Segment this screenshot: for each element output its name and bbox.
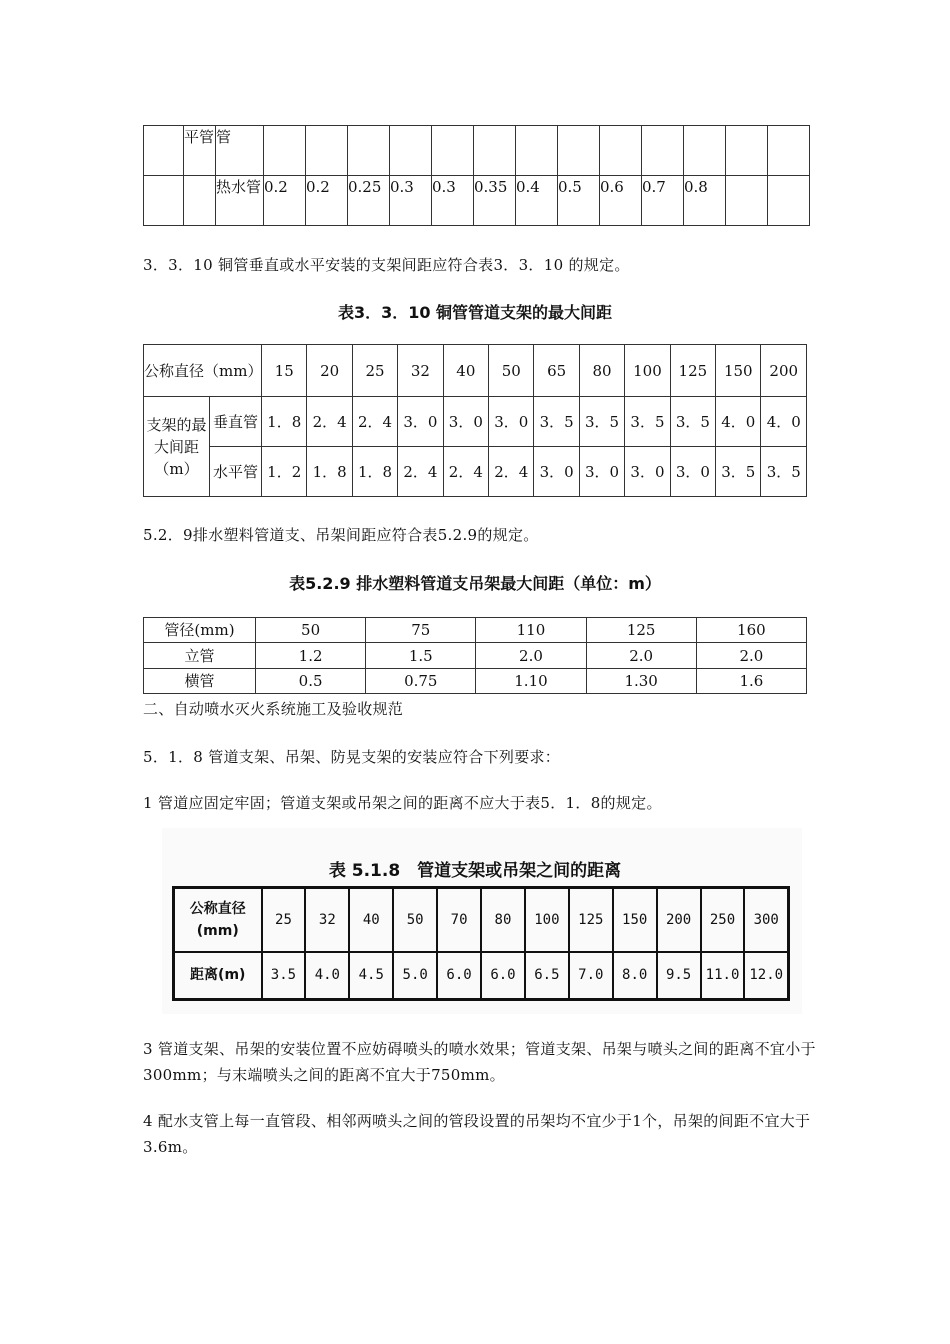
value-cell: 2．4	[489, 447, 534, 497]
header-cell: 110	[476, 618, 586, 643]
size-cell: 25	[262, 888, 306, 952]
value-cell: 2．4	[443, 447, 488, 497]
size-cell: 150	[716, 345, 761, 397]
size-cell: 25	[352, 345, 397, 397]
value-cell: 3．5	[625, 397, 670, 447]
value-cell: 3．5	[761, 447, 807, 497]
size-cell: 70	[437, 888, 481, 952]
cell: 0.3	[390, 176, 432, 226]
value-cell: 0.5	[256, 669, 366, 694]
size-cell: 125	[670, 345, 715, 397]
size-cell: 300	[744, 888, 788, 952]
value-cell: 3．0	[534, 447, 579, 497]
value-cell: 8.0	[613, 952, 657, 1000]
value-cell: 1.6	[696, 669, 806, 694]
value-cell: 1．8	[352, 447, 397, 497]
cell: 0.5	[558, 176, 600, 226]
value-cell: 6.5	[525, 952, 569, 1000]
value-cell: 2．4	[398, 447, 443, 497]
value-cell: 4.0	[305, 952, 349, 1000]
size-cell: 250	[701, 888, 745, 952]
value-cell: 2.0	[476, 643, 586, 669]
sprinkler-pipe-table	[172, 886, 790, 1001]
value-cell: 2.0	[586, 643, 696, 669]
header-cell: 160	[696, 618, 806, 643]
value-cell: 1.2	[256, 643, 366, 669]
caption-table-3-3-10: 表3．3．10 铜管管道支架的最大间距	[337, 303, 613, 322]
size-cell: 100	[525, 888, 569, 952]
size-cell: 40	[349, 888, 393, 952]
size-cell: 32	[305, 888, 349, 952]
value-cell: 1．8	[307, 447, 352, 497]
size-cell: 100	[625, 345, 670, 397]
size-cell: 50	[489, 345, 534, 397]
size-cell: 50	[393, 888, 437, 952]
section-heading-sprinkler: 二、自动喷水灭火系统施工及验收规范	[143, 700, 404, 718]
cell: 0.25	[348, 176, 390, 226]
cell: 0.6	[600, 176, 642, 226]
value-cell: 6.0	[437, 952, 481, 1000]
row-label: 立管	[144, 643, 256, 669]
size-cell: 80	[579, 345, 624, 397]
cell	[144, 126, 184, 176]
cell: 0.4	[516, 176, 558, 226]
value-cell: 12.0	[744, 952, 788, 1000]
value-cell: 1.5	[366, 643, 476, 669]
size-cell: 20	[307, 345, 352, 397]
row-label-horizontal: 水平管	[210, 447, 262, 497]
row-label-vertical: 垂直管	[210, 397, 262, 447]
value-cell: 3．0	[579, 447, 624, 497]
value-cell: 0.75	[366, 669, 476, 694]
cell: 管	[216, 126, 264, 176]
value-cell: 9.5	[657, 952, 701, 1000]
paragraph-5-2-9: 5.2．9排水塑料管道支、吊架间距应符合表5.2.9的规定。	[143, 526, 539, 544]
value-cell: 4．0	[761, 397, 807, 447]
cell: 0.7	[642, 176, 684, 226]
value-cell: 1．8	[262, 397, 307, 447]
plastic-pipe-table	[143, 617, 807, 694]
paragraph-item-3: 3 管道支架、吊架的安装位置不应妨碍喷头的喷水效果；管道支架、吊架与喷头之间的距离不宜小于300mm；与末端喷头之间的距离不宜大于750mm。	[143, 1040, 816, 1084]
size-cell: 125	[569, 888, 613, 952]
paragraph-item-1: 1 管道应固定牢固；管道支架或吊架之间的距离不应大于表5．1．8的规定。	[143, 794, 662, 812]
value-cell: 3．0	[443, 397, 488, 447]
value-cell: 3．0	[625, 447, 670, 497]
value-cell: 3．0	[398, 397, 443, 447]
value-cell: 2．4	[307, 397, 352, 447]
group-label: 支架的最大间距（m）	[144, 397, 210, 497]
size-cell: 65	[534, 345, 579, 397]
value-cell: 1.30	[586, 669, 696, 694]
cell: 热水管	[216, 176, 264, 226]
value-cell: 3．5	[579, 397, 624, 447]
top-table-fragment	[143, 125, 810, 226]
value-cell: 1.10	[476, 669, 586, 694]
value-cell: 4.5	[349, 952, 393, 1000]
paragraph-5-1-8: 5．1．8 管道支架、吊架、防晃支架的安装应符合下列要求：	[143, 748, 561, 766]
cell: 0.8	[684, 176, 726, 226]
value-cell: 4．0	[716, 397, 761, 447]
value-cell: 3．5	[534, 397, 579, 447]
caption-table-5-1-8: 表 5.1.8 管道支架或吊架之间的距离	[328, 861, 622, 881]
row-label-distance: 距离(m)	[174, 952, 262, 1000]
cell: 0.2	[306, 176, 348, 226]
value-cell: 11.0	[701, 952, 745, 1000]
value-cell: 2．4	[352, 397, 397, 447]
value-cell: 3.5	[262, 952, 306, 1000]
cell: 0.2	[264, 176, 306, 226]
value-cell: 3．5	[716, 447, 761, 497]
cell: 0.3	[432, 176, 474, 226]
header-cell: 75	[366, 618, 476, 643]
size-cell: 200	[761, 345, 807, 397]
value-cell: 1．2	[262, 447, 307, 497]
value-cell: 5.0	[393, 952, 437, 1000]
row-label: 横管	[144, 669, 256, 694]
value-cell: 3．0	[670, 447, 715, 497]
size-cell: 200	[657, 888, 701, 952]
size-cell: 80	[481, 888, 525, 952]
caption-table-5-2-9: 表5.2.9 排水塑料管道支吊架最大间距（单位：m）	[289, 574, 661, 593]
size-cell: 150	[613, 888, 657, 952]
header-diameter: 公称直径(mm)	[174, 888, 262, 952]
value-cell: 3．0	[489, 397, 534, 447]
size-cell: 40	[443, 345, 488, 397]
cell: 平管	[184, 126, 216, 176]
value-cell: 2.0	[696, 643, 806, 669]
value-cell: 7.0	[569, 952, 613, 1000]
header-diameter: 公称直径（mm）	[144, 345, 262, 397]
cell: 0.35	[474, 176, 516, 226]
value-cell: 3．5	[670, 397, 715, 447]
header-cell: 125	[586, 618, 696, 643]
paragraph-item-4: 4 配水支管上每一直管段、相邻两喷头之间的管段设置的吊架均不宜少于1个，吊架的间距不宜大于3.6m。	[143, 1112, 811, 1156]
size-cell: 32	[398, 345, 443, 397]
header-cell: 管径(mm)	[144, 618, 256, 643]
size-cell: 15	[262, 345, 307, 397]
value-cell: 6.0	[481, 952, 525, 1000]
header-cell: 50	[256, 618, 366, 643]
copper-pipe-table	[143, 344, 807, 497]
paragraph-3-3-10: 3．3．10 铜管垂直或水平安装的支架间距应符合表3．3．10 的规定。	[143, 256, 630, 274]
